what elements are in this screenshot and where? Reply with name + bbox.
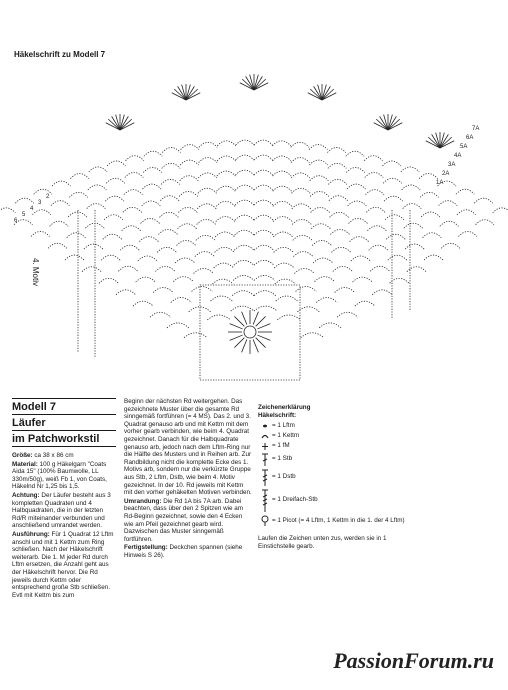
chain-loop: [32, 210, 50, 215]
chain-loop: [367, 226, 386, 231]
chain-loop: [349, 218, 368, 223]
chain-loop: [291, 158, 309, 163]
chain-loop: [348, 201, 367, 206]
chain-loop: [139, 237, 158, 242]
chain-loop: [254, 185, 273, 190]
chain-loop: [319, 323, 341, 328]
chain-loop: [328, 179, 347, 184]
chain-loop: [141, 218, 160, 223]
round-label: 4: [30, 206, 34, 212]
chain-loop: [106, 178, 124, 183]
chain-loop: [65, 255, 84, 260]
chain-loop: [390, 278, 409, 283]
legend-subtitle: Häkelschrift:: [258, 411, 297, 419]
chain-loop: [364, 156, 382, 161]
chain-loop: [211, 296, 233, 301]
chain-loop: [158, 230, 177, 235]
chain-loop: [150, 312, 171, 317]
chain-loop: [312, 241, 331, 246]
chain-loop: [254, 260, 274, 265]
chain-loop: [272, 156, 290, 161]
chain-loop: [101, 255, 120, 260]
treble-crochet-icon: [258, 468, 272, 487]
chain-loop: [207, 315, 230, 320]
item-subtitle: im Patchworkstil: [12, 433, 116, 447]
chain-loop: [254, 291, 276, 296]
chain-loop: [0, 208, 15, 213]
chain-loop: [439, 201, 457, 206]
chain-loop: [370, 266, 389, 271]
item-title: Läufer: [12, 417, 116, 431]
legend-column: [258, 404, 408, 551]
chain-loop: [296, 287, 317, 292]
chain-loop: [350, 237, 369, 242]
chain-loop: [254, 306, 277, 311]
chain-loop: [118, 266, 137, 271]
chain-loop: [178, 224, 197, 229]
chain-loop: [254, 215, 273, 220]
chain-loop: [383, 161, 401, 166]
chain-loop: [180, 176, 199, 181]
instructions-column-2: [124, 398, 252, 560]
chain-loop: [333, 266, 353, 271]
chain-loop: [293, 235, 312, 240]
legend-row-double: = 1 Stb: [258, 451, 408, 467]
round-label: 6: [14, 218, 18, 224]
chain-loop: [236, 155, 254, 160]
chain-loop: [301, 333, 324, 338]
chain-loop: [294, 269, 314, 274]
chain-loop: [197, 204, 216, 209]
chain-loop: [104, 215, 123, 220]
chain-loop: [215, 247, 235, 252]
chain-loop: [366, 190, 385, 195]
chain-loop: [48, 243, 67, 248]
chain-loop: [335, 288, 355, 293]
chain-loop: [423, 233, 442, 238]
fan-motif: [374, 114, 403, 130]
chain-loop: [292, 219, 311, 224]
chain-loop: [234, 245, 254, 250]
chain-loop: [310, 176, 329, 181]
chain-loop: [82, 267, 101, 272]
chain-loop: [330, 230, 349, 235]
chain-loop: [346, 151, 364, 156]
chain-loop: [311, 207, 330, 212]
chain-loop: [384, 196, 403, 201]
chain-loop: [123, 207, 142, 212]
chain-loop: [291, 173, 310, 178]
chain-loop: [402, 185, 420, 190]
chain-loop: [217, 156, 235, 161]
chain-loop: [217, 186, 236, 191]
fan-motif: [172, 84, 201, 100]
continuation-paragraph: Beginn der nächsten Rd weitergehen. Das gezeichnete Muster über die gesamte Rd sinngemäß fortführen (= 4 MS). Das 2. und 3. Quadrat genauso arb und mit Kettm mit dem vorher gearb verbinden, wie beim 4. Quadrat gezeichnet. Danach für die Halbquadrate genauso arb, jedoch nach dem Lftm-Ring nur die Hälfte des Musters und in Reihen arb. Zur Randbildung nicht die komplette Ecke des 1. Motivs arb, sondern nur die verkürzte Gruppe aus Stb, 2 Lftm, Dstb, wie beim 4. Motiv gezeichnet. In der 10. Rd jeweils mit Kettm mit den vorher gehäkelten Motiven verbinden.: [124, 398, 252, 497]
legend-row-triple: = 1 Dreifach-Stb: [258, 487, 408, 513]
chain-loop: [196, 235, 215, 240]
round-label: 4A: [454, 153, 462, 159]
round-label: 5A: [460, 144, 468, 150]
chain-loop: [195, 252, 215, 257]
chain-loop: [68, 212, 87, 217]
single-crochet-icon: [258, 442, 272, 451]
chain-loop: [332, 247, 351, 252]
chain-loop: [153, 288, 173, 293]
chain-loop: [458, 232, 477, 237]
legend-note: Laufen die Zeichen unten zus, werden sie in 1 Einstichstelle gearb.: [258, 535, 387, 550]
chain-loop: [133, 301, 153, 306]
chain-loop: [476, 220, 494, 225]
legend-row-treble: = 1 Dstb: [258, 467, 408, 487]
chain-loop: [316, 298, 337, 303]
chain-loop: [311, 224, 330, 229]
double-crochet-icon: [258, 452, 272, 467]
chain-loop: [235, 215, 254, 220]
round-label: 2A: [442, 171, 450, 177]
chain-loop: [403, 204, 422, 209]
chain-loop: [235, 170, 254, 175]
chain-loop: [31, 232, 50, 237]
chain-loop: [310, 191, 329, 196]
chain-loop: [69, 192, 87, 197]
chain-loop: [309, 145, 327, 150]
fan-motif: [426, 132, 455, 148]
umrandung-paragraph: Umrandung: Die Rd 1A bis 7A arb. Dabei beachten, dass über den 2 Spitzen wie am Rd-Beginn gezeichnet, sowie den 4 Ecken wie am Pfeil gezeichnet gearb wird. Dazwischen das Muster sinngemäß fortführen.: [124, 497, 244, 543]
chain-loop: [254, 230, 273, 235]
chain-loop: [161, 179, 180, 184]
chain-loop: [198, 173, 217, 178]
chain-loop: [143, 168, 161, 173]
chain-loop: [212, 279, 233, 284]
chain-loop: [216, 217, 235, 222]
chain-loop: [192, 287, 213, 292]
chain-loop: [125, 173, 143, 178]
chain-loop: [313, 258, 333, 263]
picot-icon: [258, 515, 272, 527]
legend-row-chain: = 1 Lftm: [258, 421, 408, 431]
round-label: 1A: [436, 180, 444, 186]
chain-loop: [184, 333, 207, 338]
chain-loop: [365, 173, 383, 178]
chain-loop: [143, 184, 162, 189]
chain-loop: [233, 275, 254, 280]
chain-loop: [89, 167, 107, 172]
chain-loop: [180, 160, 198, 165]
chain-loop: [194, 269, 214, 274]
model-title: Modell 7: [12, 398, 116, 415]
chain-loop: [274, 247, 294, 252]
chain-loop: [198, 188, 217, 193]
chain-loop: [329, 196, 348, 201]
chain-loop: [369, 245, 388, 250]
chain-loop: [383, 178, 401, 183]
chain-loop: [493, 208, 508, 213]
chain-loop: [372, 290, 392, 295]
chain-loop: [177, 241, 196, 246]
chain-loop: [160, 212, 179, 217]
chain-loop: [424, 255, 443, 260]
chain-loop: [272, 141, 290, 146]
chain-loop: [105, 196, 124, 201]
chain-loop: [235, 185, 254, 190]
fan-motif: [308, 84, 337, 100]
chain-loop: [254, 200, 273, 205]
chain-loop: [254, 245, 274, 250]
round-label: 3: [38, 200, 42, 206]
chain-loop: [388, 255, 407, 260]
chain-loop: [87, 204, 106, 209]
round-label: 3A: [448, 162, 456, 168]
ausfuehrung-paragraph: Ausführung: Für 1 Quadrat 12 Lftm anschl und mit 1 Kettm zum Ring schließen. Nach der Häkelschrift weiterarb. Die 1. M jeder Rd durch Lftm ersetzen, die Anzahl geht aus der Häkelschrift hervor. Die Rd jeweils durch Kettm oder entsprechend große Stb schließen. Evtl mit Kettm bis zum: [12, 530, 114, 599]
chain-loop: [291, 188, 310, 193]
chain-loop: [273, 186, 292, 191]
chain-loop: [214, 263, 234, 268]
legend-row-slip: = 1 Kettm: [258, 431, 408, 441]
chain-loop: [330, 212, 349, 217]
chain-loop: [231, 306, 254, 311]
fan-motif: [106, 114, 135, 130]
fan-motif: [240, 74, 269, 90]
chain-loop: [138, 256, 157, 261]
chain-loop: [67, 233, 86, 238]
chain-loop: [236, 140, 254, 145]
chain-loop: [136, 277, 156, 282]
chain-loop: [293, 252, 313, 257]
chain-loop: [199, 142, 217, 147]
chain-loop: [234, 260, 254, 265]
chain-loop: [456, 189, 474, 194]
chain-loop: [404, 223, 423, 228]
chain-loop: [50, 221, 69, 226]
chain-loop: [315, 277, 335, 282]
crochet-diagram: [0, 60, 508, 390]
chain-stitch-icon: [258, 423, 272, 429]
chain-loop: [122, 226, 141, 231]
chain-loop: [99, 278, 118, 283]
chain-loop: [88, 185, 106, 190]
chain-loop: [347, 184, 366, 189]
chain-loop: [254, 275, 275, 280]
chain-loop: [216, 201, 235, 206]
chain-loop: [385, 215, 404, 220]
chain-loop: [175, 258, 195, 263]
chain-loop: [355, 301, 375, 306]
material-paragraph: Material: 100 g Häkelgarn "Coats Aida 15" (100% Baumwolle, LL 330m/50g), weiß Fb 1, von Coats, Häkelnd Nr 1,25 bis 1,5.: [12, 460, 107, 491]
chain-loop: [52, 181, 70, 186]
chain-loop: [292, 204, 311, 209]
chain-loop: [235, 200, 254, 205]
round-label: 7A: [472, 126, 480, 132]
chain-loop: [197, 219, 216, 224]
legend-row-picot: = 1 Picot (= 4 Lftm, 1 Kettm in die 1. der 4 Lftm): [258, 513, 408, 529]
chain-loop: [298, 307, 320, 312]
chain-loop: [155, 266, 175, 271]
chain-loop: [178, 207, 197, 212]
round-label: 5: [22, 212, 26, 218]
chain-loop: [142, 201, 161, 206]
slip-stitch-icon: [258, 433, 272, 439]
watermark-logo: PassionForum.ru: [333, 648, 494, 673]
chain-loop: [353, 277, 373, 282]
chain-loop: [103, 234, 122, 239]
chain-loop: [171, 298, 192, 303]
chain-loop: [254, 140, 272, 145]
chain-loop: [337, 312, 358, 317]
chain-loop: [291, 142, 309, 147]
chain-loop: [199, 158, 217, 163]
chain-loop: [440, 221, 459, 226]
chain-loop: [181, 145, 199, 150]
chain-loop: [273, 171, 292, 176]
chain-loop: [232, 291, 254, 296]
chain-loop: [167, 323, 189, 328]
chain-loop: [420, 192, 438, 197]
chain-loop: [274, 263, 294, 268]
chart-title: Häkelschrift zu Modell 7: [14, 50, 106, 59]
chain-loop: [419, 174, 437, 179]
chain-loop: [124, 190, 143, 195]
round-label: 2: [46, 194, 50, 200]
chain-loop: [162, 163, 180, 168]
chain-loop: [351, 256, 370, 261]
chain-loop: [366, 207, 385, 212]
chain-loop: [126, 156, 144, 161]
chain-loop: [405, 244, 424, 249]
chain-loop: [401, 167, 419, 172]
chain-loop: [162, 148, 180, 153]
chain-loop: [144, 151, 162, 156]
legend-row-single: = 1 fM: [258, 441, 408, 451]
chain-loop: [421, 212, 440, 217]
achtung-paragraph: Achtung: Der Läufer besteht aus 3 kompletten Quadraten und 4 Halbquadraten, die in der letzten Rd/R miteinander verbunden und anschließend umrandet werden.: [12, 491, 111, 530]
legend-title: Zeichenerklärung: [258, 404, 311, 411]
chain-loop: [157, 247, 176, 252]
size-paragraph: Größe: ca 38 x 86 cm: [12, 452, 74, 459]
chain-loop: [215, 232, 234, 237]
chain-loop: [160, 196, 179, 201]
chain-loop: [276, 296, 298, 301]
side-label: 4. Motiv: [31, 258, 40, 287]
chain-loop: [51, 201, 69, 206]
chain-loop: [327, 148, 345, 153]
chain-loop: [235, 230, 254, 235]
round-label: 6A: [466, 135, 474, 141]
chain-loop: [277, 315, 300, 320]
triple-treble-icon: [258, 488, 272, 513]
chain-loop: [217, 171, 236, 176]
chain-loop: [116, 290, 136, 295]
chain-loop: [15, 198, 33, 203]
chain-loop: [107, 161, 125, 166]
chain-loop: [70, 174, 88, 179]
chain-loop: [173, 277, 193, 282]
chain-loop: [275, 279, 296, 284]
instructions-column-1: [12, 398, 116, 600]
chain-loop: [179, 191, 198, 196]
chain-loop: [441, 243, 460, 248]
chain-loop: [120, 245, 139, 250]
chain-loop: [386, 234, 405, 239]
chain-loop: [254, 155, 272, 160]
square-motif: [200, 285, 300, 380]
chain-loop: [254, 170, 273, 175]
chain-loop: [273, 201, 292, 206]
chain-loop: [346, 168, 364, 173]
fertigstellung-paragraph: Fertigstellung: Deckchen spannen (siehe Hinweis S 26).: [124, 544, 243, 559]
chain-loop: [273, 232, 292, 237]
chain-loop: [84, 244, 103, 249]
chain-loop: [328, 163, 346, 168]
chain-loop: [457, 210, 475, 215]
chain-loop: [217, 141, 235, 146]
chain-loop: [309, 160, 327, 165]
chain-loop: [273, 217, 292, 222]
chain-loop: [474, 198, 492, 203]
